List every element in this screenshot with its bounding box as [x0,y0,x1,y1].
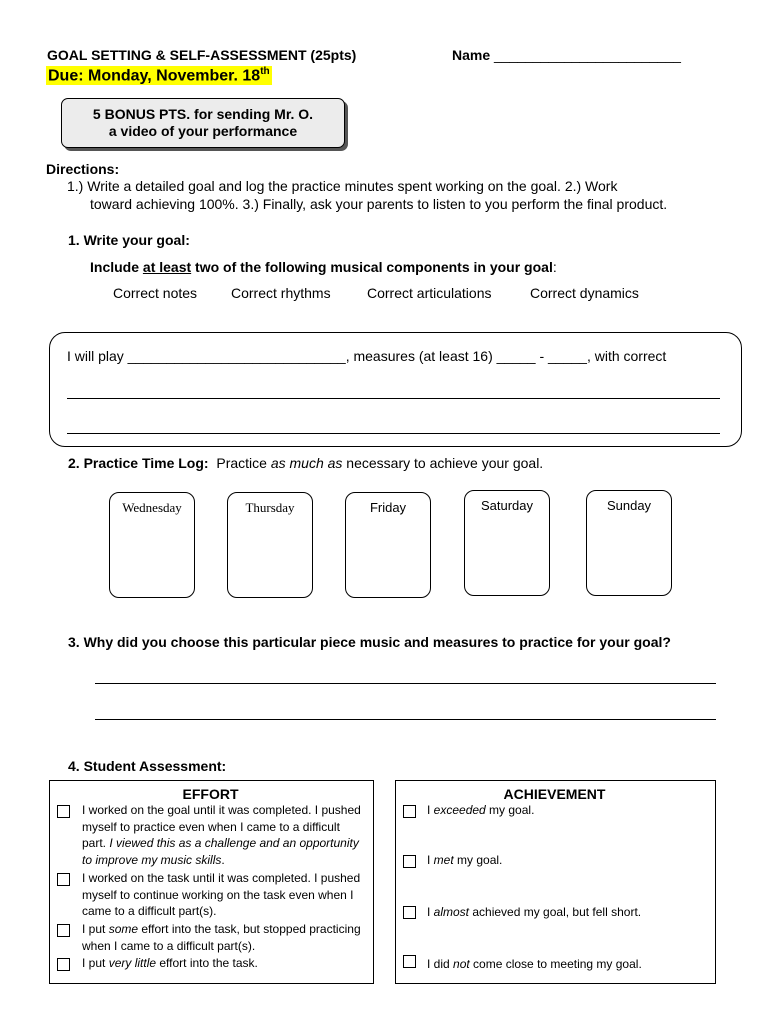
log-day-saturday[interactable]: Saturday [464,490,550,596]
q1-title: 1. Write your goal: [68,232,190,248]
q2-text-italic: as much as [270,455,343,471]
achievement-option-1 [427,802,534,819]
achievement-option-3-c: achieved my goal, but fell short. [469,905,642,919]
component-articulations: Correct articulations [367,285,492,301]
q1-instructions [90,259,557,275]
achievement-option-3-b: almost [433,905,470,919]
bonus-line-1: 5 BONUS PTS. for sending Mr. O. [92,106,314,122]
effort-option-3 [82,921,364,954]
achievement-option-2-b: met [433,853,454,867]
effort-option-3-c: effort into the task, but stopped practicing when I came to a difficult part(s). [82,922,361,953]
component-rhythms: Correct rhythms [231,285,331,301]
q1-include-pre: Include [90,259,143,275]
due-date-sup: th [260,66,270,77]
name-label-text: Name [452,47,491,63]
achievement-option-1-c: my goal. [485,803,535,817]
achievement-option-4-a: I did [427,957,454,971]
effort-option-2: I worked on the task until it was completed. I pushed myself to continue working on the task even when I came to a difficult part(s). [82,871,361,918]
effort-option-1-c: . [221,852,225,867]
effort-option-4-b: very little [108,956,157,970]
component-dynamics: Correct dynamics [530,285,639,301]
log-day-friday[interactable]: Friday [345,492,431,598]
q1-include-colon: : [552,259,557,275]
q2-text-post: necessary to achieve your goal. [342,455,544,471]
q1-include-post: two of the following musical components in your goal [191,259,553,275]
worksheet-title: GOAL SETTING & SELF-ASSESSMENT (25pts) [47,47,357,63]
achievement-checkbox-3[interactable] [403,906,416,919]
bonus-line-2: a video of your performance [108,123,298,139]
achievement-option-4 [427,956,642,973]
effort-option-4-a: I put [82,956,109,970]
achievement-checkbox-1[interactable] [403,805,416,818]
goal-sentence[interactable]: I will play ____________________________, measures (at least 16) _____ - _____, with correct [67,348,667,364]
name-blank[interactable]: ________________________ [494,47,681,63]
achievement-option-1-b: exceeded [433,803,486,817]
name-label [452,47,681,63]
goal-line-1[interactable] [67,398,720,399]
effort-checkbox-4[interactable] [57,958,70,971]
effort-option-1-a: I worked on the goal until it was completed. I pushed myself to practice even when I came to a difficult part. [82,803,361,850]
bonus-callout [61,98,345,148]
effort-checkbox-1[interactable] [57,805,70,818]
log-day-wednesday[interactable]: Wednesday [109,492,195,598]
achievement-option-2-a: I [427,853,434,867]
q4-title: 4. Student Assessment: [68,758,227,774]
achievement-heading: ACHIEVEMENT [503,786,606,802]
directions-line-1: 1.) Write a detailed goal and log the practice minutes spent working on the goal. 2.) Work [67,178,618,194]
effort-checkbox-2[interactable] [57,873,70,886]
q1-include-underline: at least [142,259,192,275]
effort-option-1-b: I viewed this as a challenge and an opportunity to improve my music skills [82,836,359,867]
achievement-checkbox-2[interactable] [403,855,416,868]
component-notes: Correct notes [113,285,198,301]
q3-title: 3. Why did you choose this particular piece music and measures to practice for your goal? [68,634,671,650]
log-day-sunday[interactable]: Sunday [586,490,672,596]
achievement-option-2-c: my goal. [453,853,503,867]
due-date [46,66,272,85]
effort-option-1 [82,802,364,868]
q2-title [68,455,543,471]
effort-option-4 [82,955,364,972]
achievement-option-4-c: come close to meeting my goal. [469,957,642,971]
effort-option-4-c: effort into the task. [156,956,258,970]
effort-heading: EFFORT [182,786,239,802]
achievement-option-4-b: not [453,957,470,971]
effort-checkbox-3[interactable] [57,924,70,937]
achievement-option-2 [427,852,502,869]
q2-title-text: 2. Practice Time Log: [68,455,209,471]
directions-line-2: toward achieving 100%. 3.) Finally, ask your parents to listen to you perform the final product. [90,196,668,212]
effort-option-3-b: some [108,922,139,936]
achievement-option-3 [427,904,641,921]
achievement-option-1-a: I [427,803,434,817]
q2-text-pre: Practice [208,455,271,471]
achievement-checkbox-4[interactable] [403,955,416,968]
directions-title: Directions: [46,161,120,177]
q3-line-2[interactable] [95,719,716,720]
log-day-thursday[interactable]: Thursday [227,492,313,598]
achievement-option-3-a: I [427,905,434,919]
effort-option-3-a: I put [82,922,109,936]
goal-line-2[interactable] [67,433,720,434]
due-date-text: Due: Monday, November. 18 [48,67,261,85]
q3-line-1[interactable] [95,683,716,684]
